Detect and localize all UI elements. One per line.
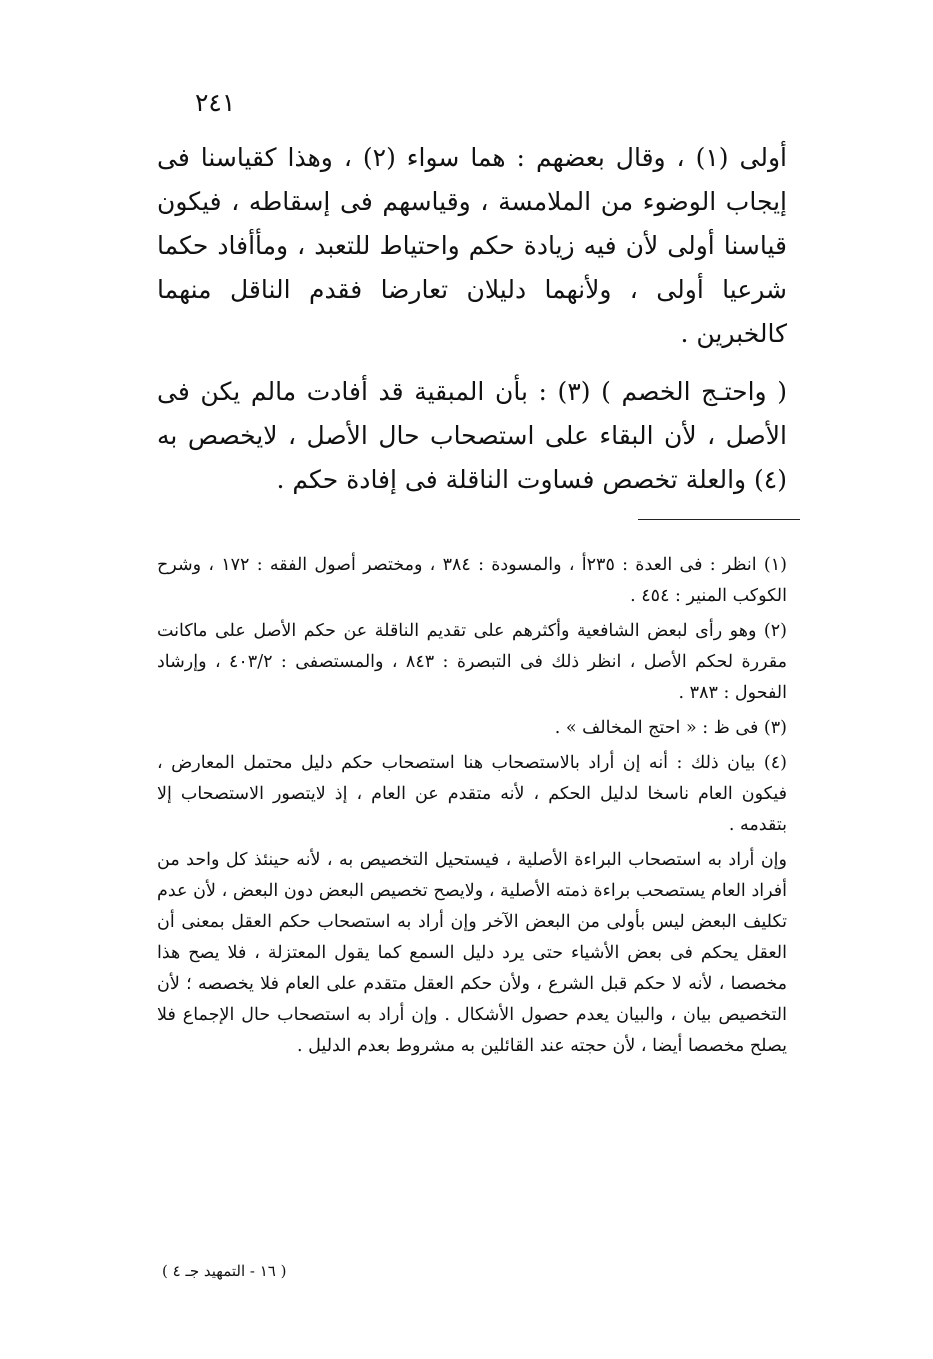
footnote-2: (٢) وهو رأى لبعض الشافعية وأكثرهم على تقديم الناقلة عن حكم الأصل على ماكانت مقررة لحكم الأصل ، انظر ذلك فى التبصرة : ٨٤٣ ، والمستصفى : ٤٠٣/٢ ، وإرشاد الفحول : ٣٨٣ . <box>157 621 787 703</box>
page-footer: ( ١٦ - التمهيد جـ ٤ ) <box>162 1262 287 1280</box>
footnote-1: (١) انظر : فى العدة : ٢٣٥أ ، والمسودة : ٣٨٤ ، ومختصر أصول الفقه : ١٧٢ ، وشرح الكوكب المنير : ٤٥٤ . <box>157 555 787 606</box>
footnote-divider <box>638 519 800 520</box>
main-text <box>157 136 787 502</box>
footnotes <box>157 550 787 1062</box>
main-paragraph-1: أولى (١) ، وقال بعضهم : هما سواء (٢) ، وهذا كقياسنا فى إيجاب الوضوء من الملامسة ، وقياسهم فى إسقاطه ، فيكون قياسنا أولى لأن فيه زيادة حكم واحتياط للتعبد ، ومأأفاد حكما شرعيا أولى ، ولأنهما دليلان تعارضا فقدم الناقل منهما كالخبرين . <box>157 143 787 348</box>
footnote-3: (٣) فى ظ : « احتج المخالف » . <box>554 718 787 738</box>
main-paragraph-2: ( واحتـج الخصم ) (٣) : بأن المبقية قد أفادت مالم يكن فى الأصل ، لأن البقاء على استصحاب حال الأصل ، لايخصص به (٤) والعلة تخصص فساوت الناقلة فى إفادة حكم . <box>157 377 787 494</box>
footnote-4-continued: وإن أراد به استصحاب البراءة الأصلية ، فيستحيل التخصيص به ، لأنه حينئذ كل واحد من أفراد العام يستصحب براءة ذمته الأصلية ، ولايصح تخصيص البعض دون البعض ، لأن عدم تكليف البعض ليس بأولى من البعض الآخر وإن أراد به استصحاب حكم العقل بمعنى أن العقل يحكم فى بعض الأشياء حتى يرد دليل السمع كما يقول المعتزلة ، فلا يصح هذا مخصصا ، لأنه لا حكم قبل الشرع ، ولأن حكم العقل متقدم على العام فلا يخصصه ؛ لأن التخصيص بيان ، والبيان يعدم حصول الأشكال . وإن أراد به استصحاب حال الإجماع فلا يصلح مخصصا أيضا ، لأن حجته عند القائلين به مشروط بعدم الدليل . <box>157 850 787 1056</box>
footnote-4: (٤) بيان ذلك : أنه إن أراد بالاستصحاب هنا استصحاب حكم دليل محتمل المعارض ، فيكون العام ناسخا لدليل الحكم ، لأنه متقدم عن العام ، إذ لايتصور الاستصحاب إلا بتقدمه . <box>157 753 787 835</box>
page-number: ٢٤١ <box>195 88 236 117</box>
